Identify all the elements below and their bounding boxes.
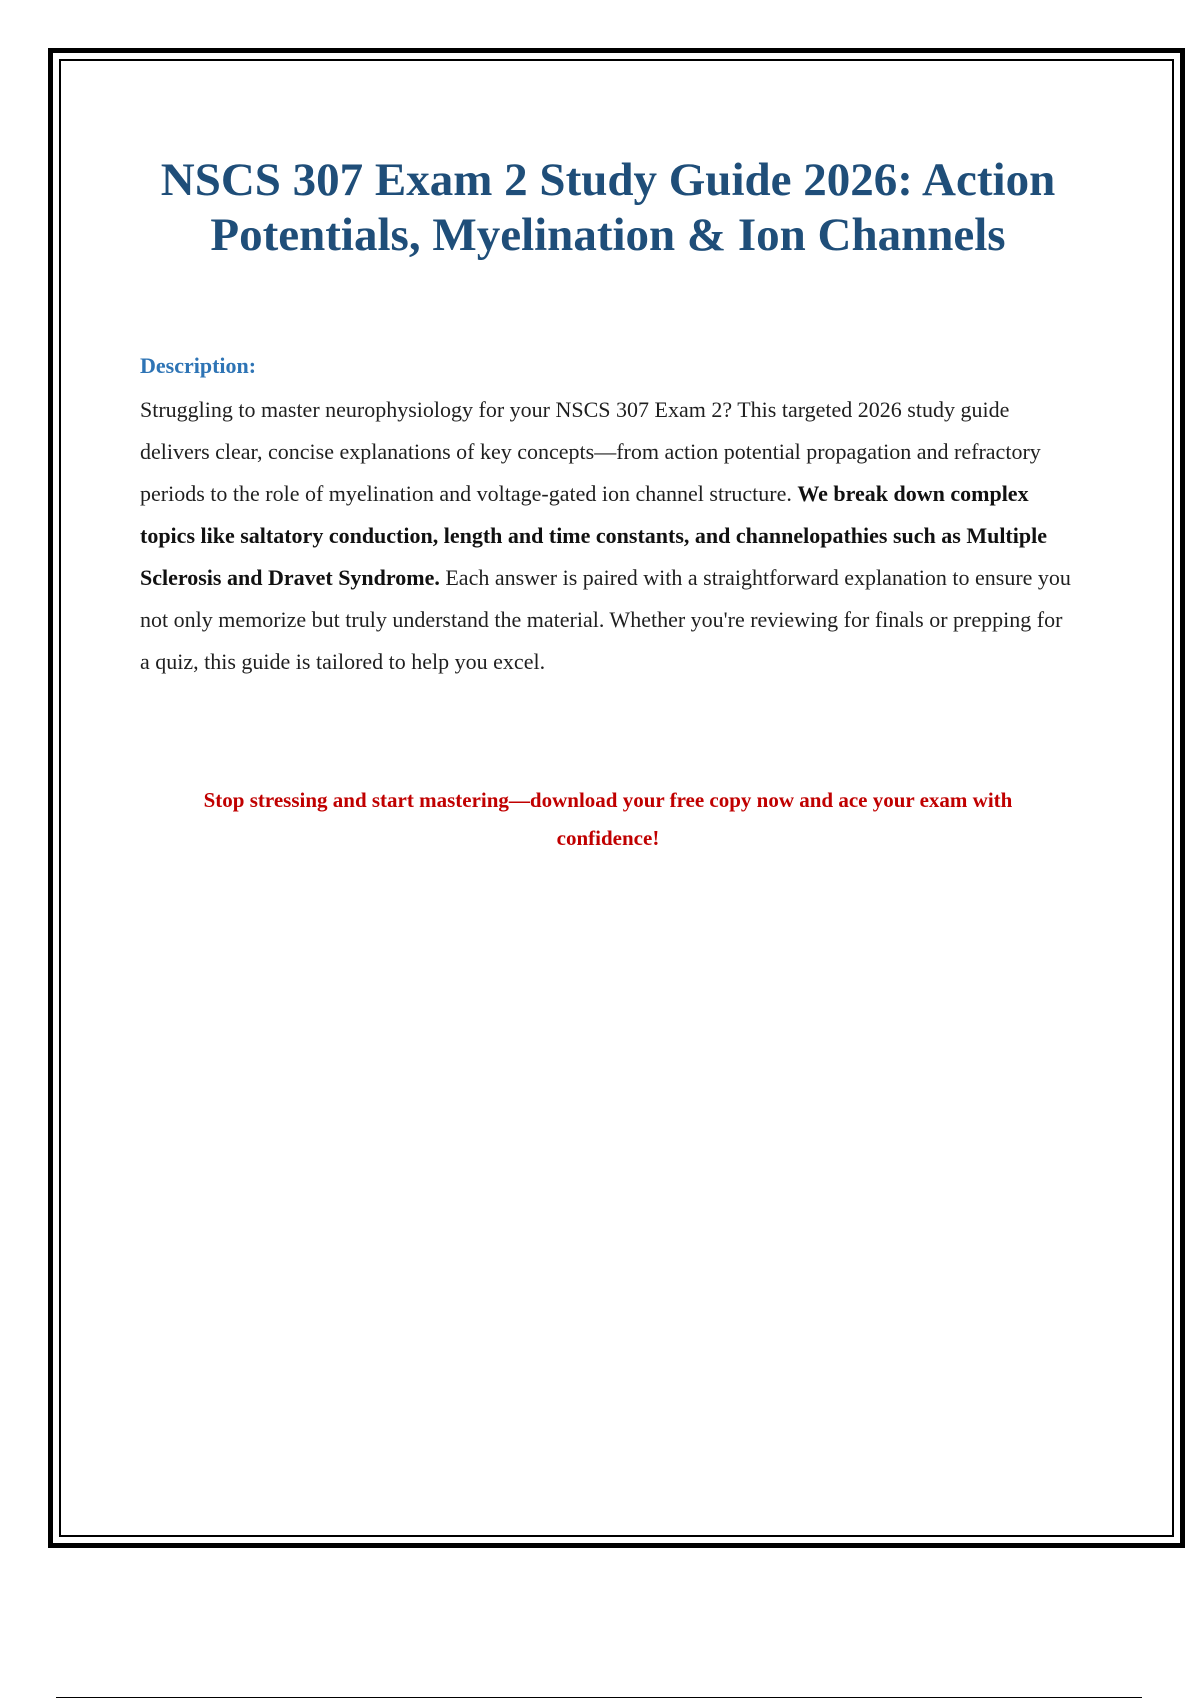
call-to-action: Stop stressing and start mastering—download your free copy now and ace your exam with confidence! [203, 788, 1013, 850]
description-outro: Each answer is paired with a straightforward explanation to ensure you not only memorize but truly understand the material. Whether you're reviewing for finals or prepping for a quiz, this guide is tailored to help you excel. [140, 565, 1071, 674]
description-paragraph [140, 389, 1076, 683]
page-border-inner [59, 59, 1174, 1537]
footer-divider [56, 1697, 1142, 1698]
page-border-outer [48, 48, 1185, 1548]
document-title: NSCS 307 Exam 2 Study Guide 2026: Action Potentials, Myelination & Ion Channels [160, 154, 1056, 261]
description-intro: Struggling to master neurophysiology for your NSCS 307 Exam 2? This targeted 2026 study guide delivers clear, concise explanations of key concepts—from action potential propagation and refractory periods to the role of myelination and voltage-gated ion channel structure. [140, 397, 1041, 506]
description-bold: We break down complex topics like saltatory conduction, length and time constants, and channelopathies such as Multiple Sclerosis and Dravet Syndrome. [140, 481, 1047, 590]
page-content [140, 61, 1076, 857]
description-heading: Description: [140, 353, 257, 378]
